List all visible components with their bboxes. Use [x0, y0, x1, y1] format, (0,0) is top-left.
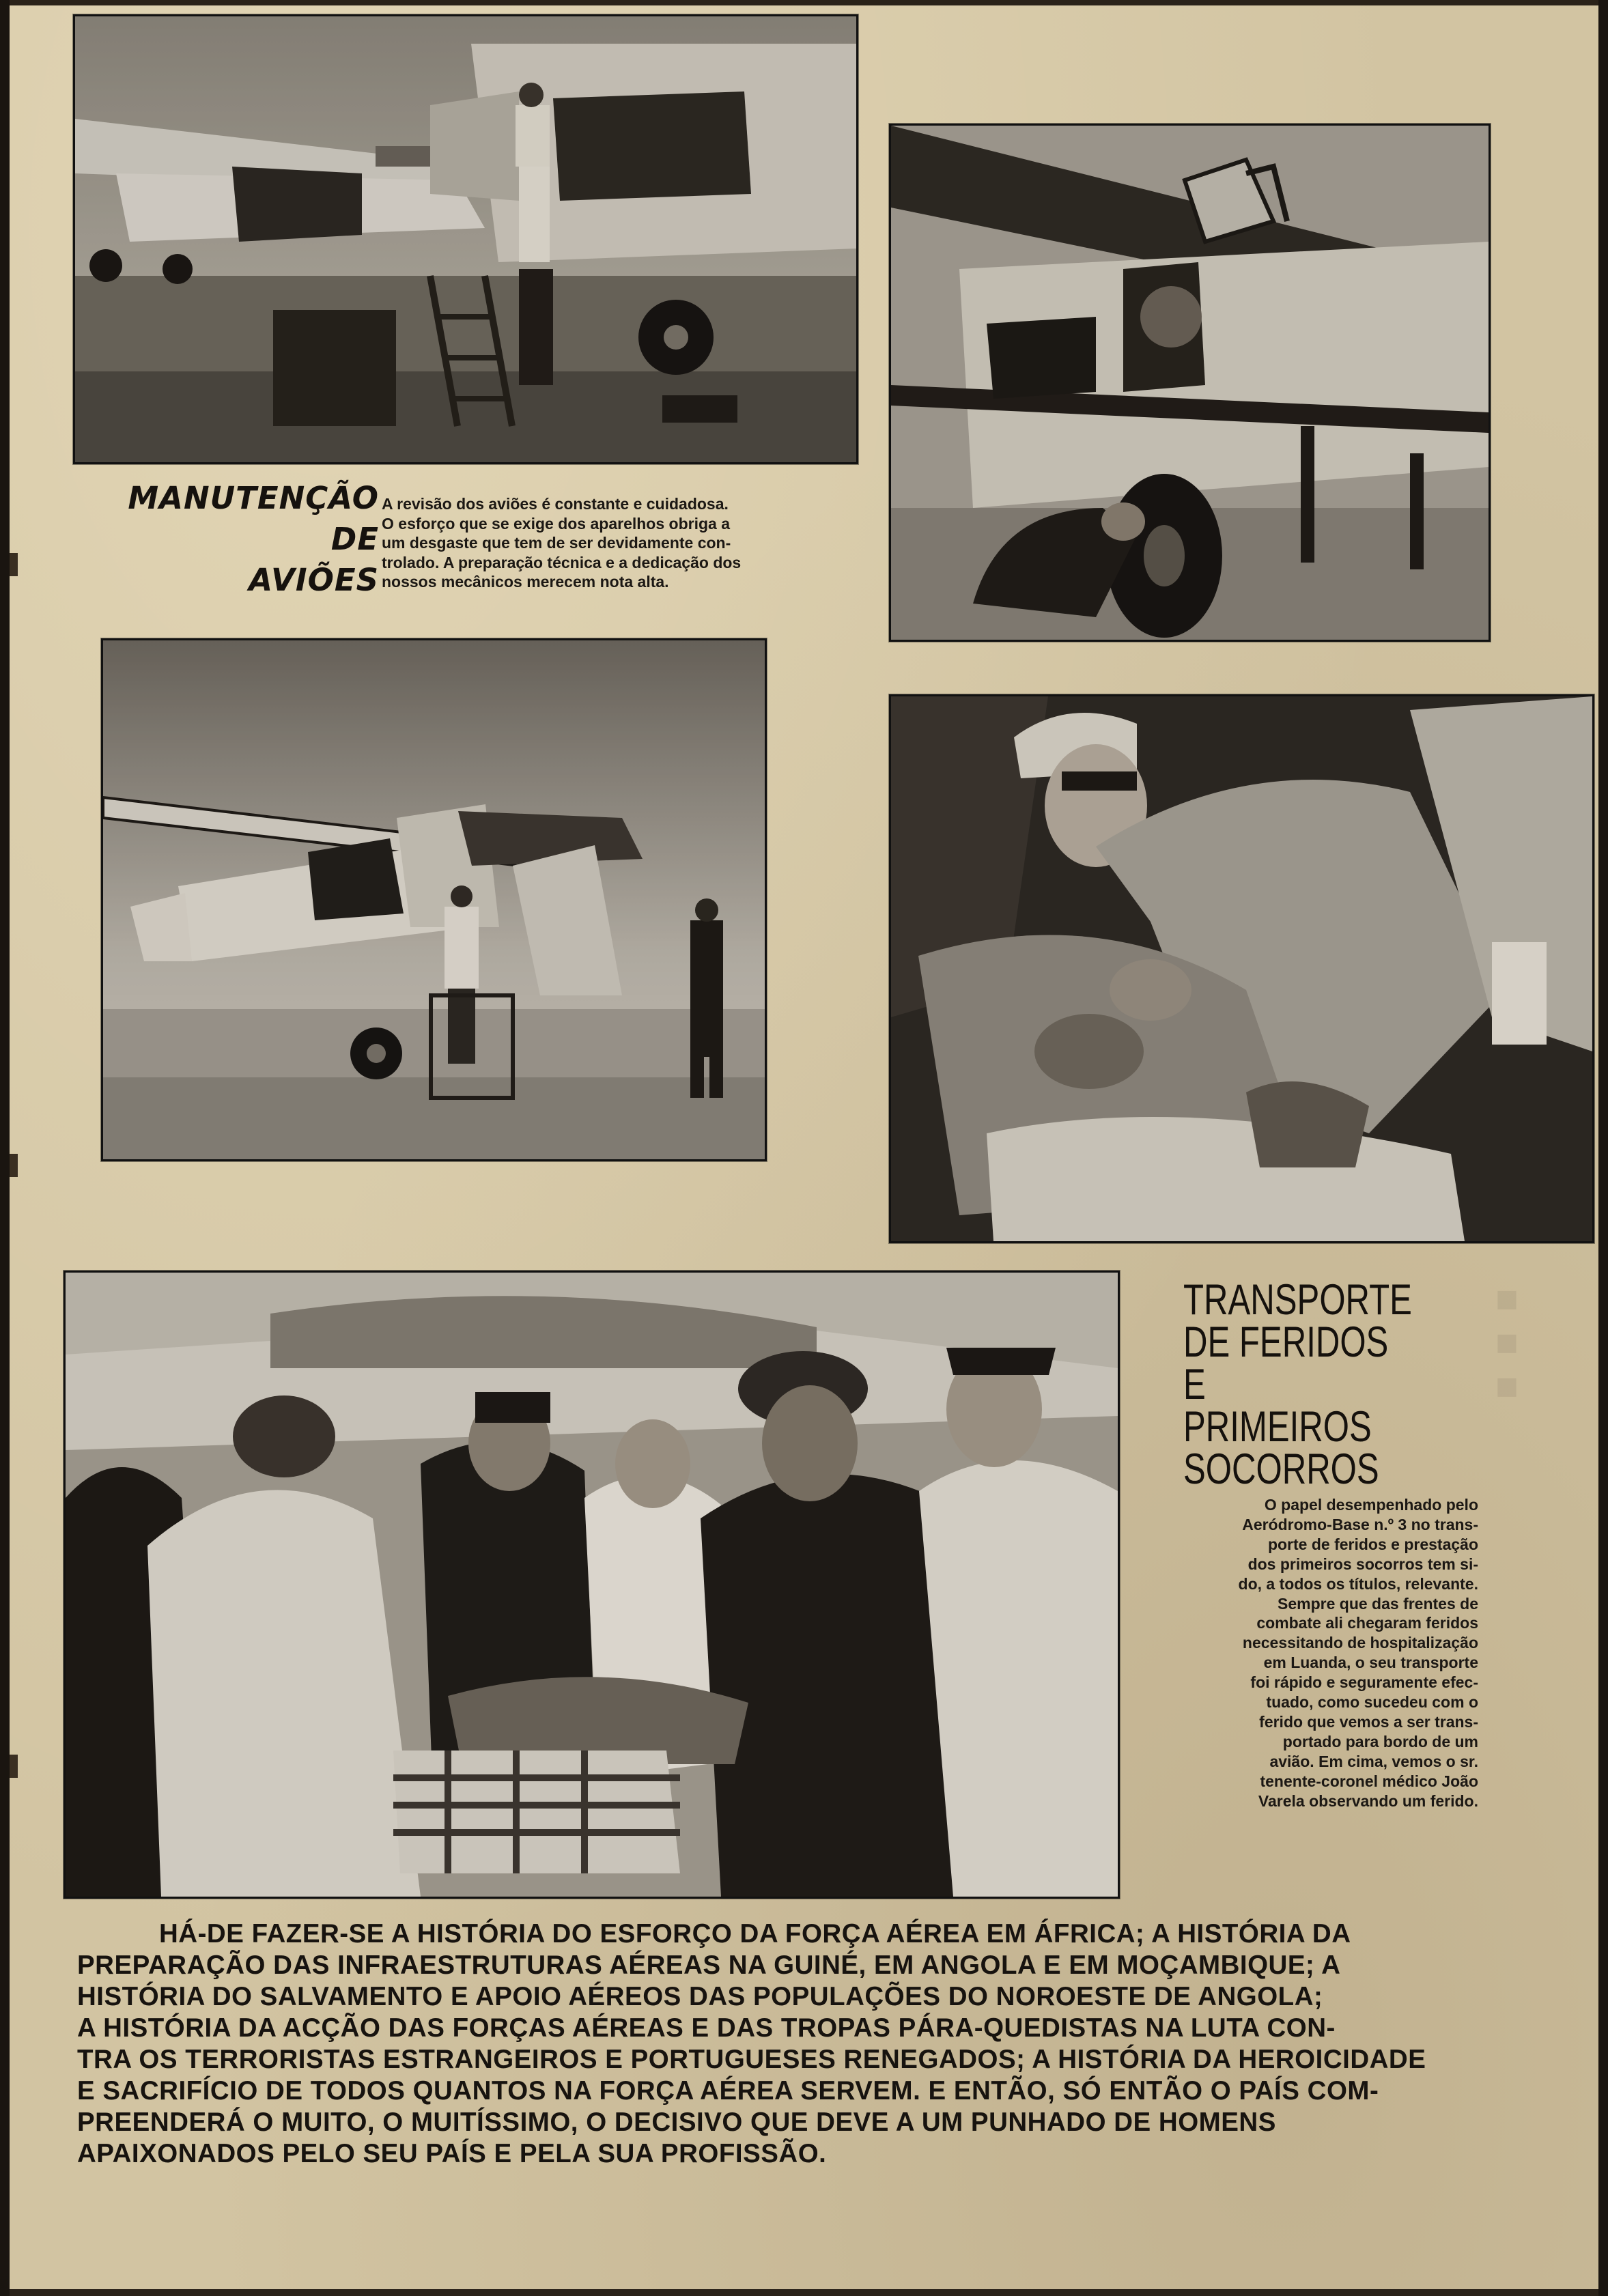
page-edge-left: [0, 0, 10, 2296]
binding-mark: [10, 553, 18, 576]
caption-line: tuado, como sucedeu com o: [1266, 1693, 1478, 1712]
caption-line: O esforço que se exige dos aparelhos obriga a: [382, 514, 730, 533]
caption-line: avião. Em cima, vemos o sr.: [1269, 1752, 1478, 1770]
photo-mechanic-at-wheel: [889, 124, 1491, 642]
binding-mark: [10, 1154, 18, 1177]
closing-statement: [77, 1918, 1477, 2170]
kicker-line: AVIÕES: [249, 562, 379, 598]
photo-stretcher-transport: [64, 1271, 1120, 1899]
photo-airplane-on-airfield-image: [103, 640, 765, 1159]
photo-doctor-examining-wounded-image: [891, 696, 1592, 1241]
section-title-wounded-transport: [1183, 1276, 1412, 1493]
caption-line: trolado. A preparação técnica e a dedicação dos: [382, 553, 742, 571]
caption-line: ferido que vemos a ser trans-: [1259, 1712, 1478, 1731]
photo-mechanic-at-wheel-image: [891, 126, 1489, 640]
photo-airplane-on-airfield: [101, 638, 767, 1161]
kicker-line: DE: [330, 521, 379, 557]
caption-aircraft-maintenance: [382, 494, 860, 592]
closing-line: HISTÓRIA DO SALVAMENTO E APOIO AÉREOS DAS POPULAÇÕES DO NOROESTE DE ANGOLA;: [77, 1982, 1323, 2011]
caption-line: um desgaste que tem de ser devidamente con-: [382, 534, 731, 552]
caption-line: porte de feridos e prestação: [1267, 1535, 1478, 1553]
title-line: DE FERIDOS: [1183, 1318, 1389, 1366]
caption-line: tenente-coronel médico João: [1260, 1772, 1478, 1790]
caption-line: O papel desempenhado pelo: [1264, 1496, 1478, 1514]
caption-line: do, a todos os títulos, relevante.: [1238, 1574, 1478, 1593]
title-line: E PRIMEIROS: [1183, 1361, 1372, 1451]
caption-wounded-transport: [1151, 1495, 1478, 1811]
title-line: SOCORROS: [1183, 1445, 1379, 1493]
page-edge-right: [1598, 0, 1608, 2296]
caption-line: nossos mecânicos merecem nota alta.: [382, 573, 669, 591]
title-line: TRANSPORTE: [1183, 1276, 1412, 1324]
caption-line: necessitando de hospitalização: [1242, 1634, 1478, 1652]
caption-line: A revisão dos aviões é constante e cuidadosa.: [382, 495, 729, 513]
caption-line: Aeródromo-Base n.º 3 no trans-: [1242, 1515, 1478, 1533]
closing-line: APAIXONADOS PELO SEU PAÍS E PELA SUA PROFISSÃO.: [77, 2139, 827, 2168]
closing-line: E SACRIFÍCIO DE TODOS QUANTOS NA FORÇA AÉREA SERVEM. E ENTÃO, SÓ ENTÃO O PAÍS COM-: [77, 2076, 1379, 2106]
closing-line: PREENDERÁ O MUITO, O MUITÍSSIMO, O DECISIVO QUE DEVE A UM PUNHADO DE HOMENS: [77, 2108, 1276, 2137]
closing-line: A HISTÓRIA DA ACÇÃO DAS FORÇAS AÉREAS E DAS TROPAS PÁRA-QUEDISTAS NA LUTA CON-: [77, 2013, 1336, 2043]
kicker-aircraft-maintenance: [75, 478, 379, 601]
caption-line: Varela observando um ferido.: [1258, 1791, 1478, 1810]
photo-stretcher-transport-image: [66, 1273, 1118, 1897]
page-edge-top: [0, 0, 1608, 5]
caption-line: foi rápido e seguramente efec-: [1250, 1673, 1478, 1692]
closing-line: HÁ-DE FAZER-SE A HISTÓRIA DO ESFORÇO DA FORÇA AÉREA EM ÁFRICA; A HISTÓRIA DA: [159, 1919, 1351, 1948]
closing-line: TRA OS TERRORISTAS ESTRANGEIROS E PORTUGUESES RENEGADOS; A HISTÓRIA DA HEROICIDADE: [77, 2045, 1426, 2074]
closing-line: PREPARAÇÃO DAS INFRAESTRUTURAS AÉREAS NA GUINÉ, EM ANGOLA E EM MOÇAMBIQUE; A: [77, 1951, 1341, 1980]
caption-line: combate ali chegaram feridos: [1256, 1614, 1478, 1632]
caption-line: dos primeiros socorros tem si-: [1247, 1555, 1478, 1573]
page-edge-bottom: [0, 2289, 1608, 2296]
photo-mechanic-on-ladder: [73, 14, 858, 464]
binding-mark: [10, 1755, 18, 1778]
caption-line: Sempre que das frentes de: [1278, 1594, 1478, 1613]
show-through-text: ■ ■ ■: [1495, 1277, 1519, 1407]
kicker-line: MANUTENÇÃO: [128, 480, 379, 516]
caption-line: portado para bordo de um: [1282, 1732, 1478, 1751]
caption-line: em Luanda, o seu transporte: [1263, 1654, 1478, 1672]
photo-doctor-examining-wounded: [889, 694, 1594, 1243]
photo-mechanic-on-ladder-image: [75, 16, 856, 462]
